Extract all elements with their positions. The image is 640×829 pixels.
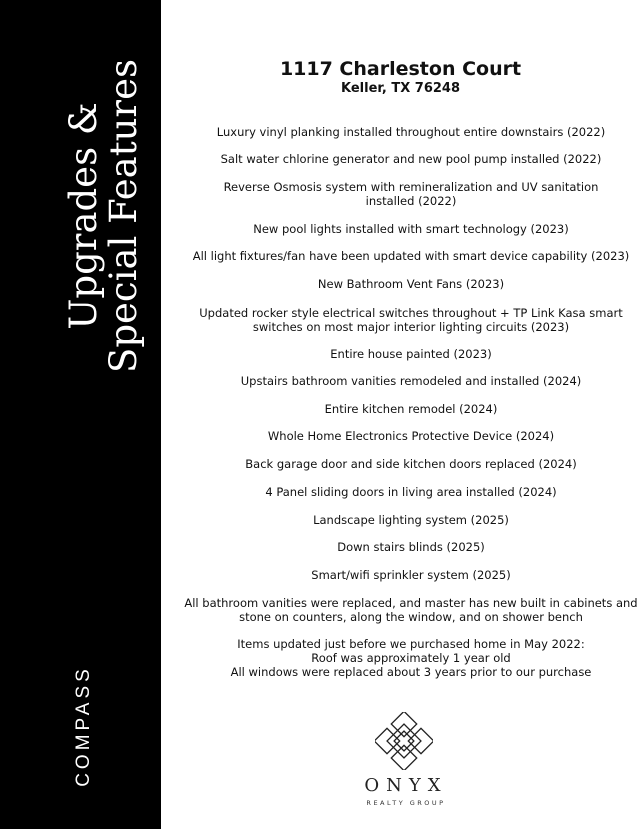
onyx-logo-name: ONYX	[364, 775, 448, 796]
feature-item: Whole Home Electronics Protective Device (2024)	[267, 429, 555, 443]
feature-item: Landscape lighting system (2025)	[313, 513, 509, 527]
feature-item: New pool lights installed with smart technology (2023)	[253, 222, 569, 236]
feature-item: Back garage door and side kitchen doors replaced (2024)	[245, 457, 577, 471]
sidebar	[0, 0, 161, 829]
feature-item: Upstairs bathroom vanities remodeled and installed (2024)	[240, 374, 582, 388]
feature-item: Luxury vinyl planking installed throughout entire downstairs (2022)	[216, 125, 606, 139]
feature-item: Entire house painted (2023)	[330, 347, 492, 361]
feature-item: Entire kitchen remodel (2024)	[324, 402, 498, 416]
purchase-note-windows: All windows were replaced about 3 years prior to our purchase	[230, 665, 592, 679]
property-city: Keller, TX 76248	[341, 81, 460, 96]
content	[161, 0, 640, 829]
onyx-knot-logo-icon	[375, 712, 433, 770]
feature-item: Smart/wifi sprinkler system (2025)	[311, 568, 511, 582]
sidebar-title: Upgrades & Special Features	[62, 59, 145, 374]
property-address: 1117 Charleston Court	[279, 58, 522, 80]
feature-item: Salt water chlorine generator and new pool pump installed (2022)	[220, 152, 602, 166]
purchase-note-heading: Items updated just before we purchased home in May 2022:	[237, 637, 585, 651]
feature-item: 4 Panel sliding doors in living area installed (2024)	[265, 485, 557, 499]
onyx-logo-subtitle: REALTY GROUP	[366, 799, 446, 807]
feature-item: Reverse Osmosis system with remineralization and UV sanitation installed (2022)	[223, 180, 599, 208]
feature-item: Down stairs blinds (2025)	[337, 540, 485, 554]
feature-item: All light fixtures/fan have been updated with smart device capability (2023)	[192, 249, 630, 263]
compass-brand-logo: COMPASS	[73, 665, 94, 787]
purchase-note-roof: Roof was approximately 1 year old	[311, 651, 511, 665]
feature-item: Updated rocker style electrical switches throughout + TP Link Kasa smart switches on most major interior lighting circuits (2023)	[199, 306, 623, 334]
feature-item: All bathroom vanities were replaced, and master has new built in cabinets and stone on counters, along the window, and on shower bench	[184, 596, 638, 624]
feature-item: New Bathroom Vent Fans (2023)	[317, 277, 505, 291]
